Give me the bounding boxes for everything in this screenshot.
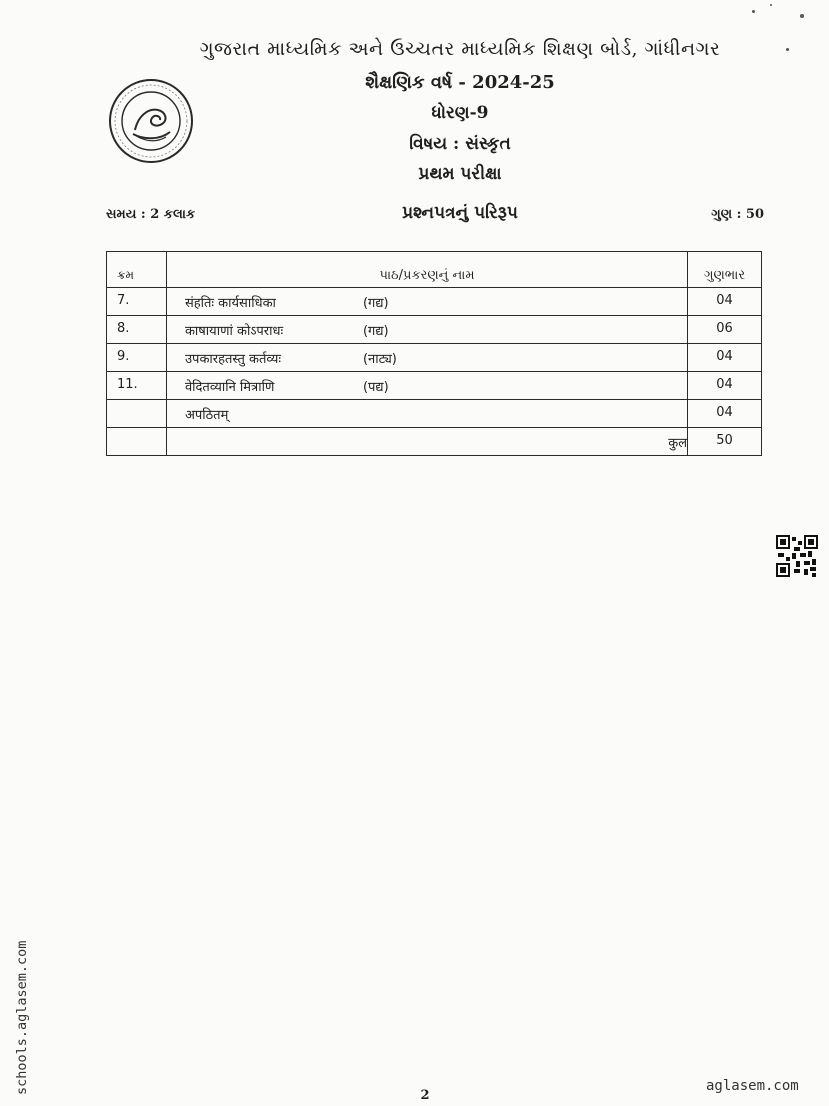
exam-name: પ્રથમ પરીક્ષા [418, 164, 502, 184]
chapter-name: वेदितव्यानि मित्राणि [184, 380, 275, 395]
blueprint-title: પ્રશ્નપત્રનું પરિરૂપ [402, 203, 518, 223]
academic-year: શૈક્ષણિક વર્ષ - 2024-25 [365, 72, 555, 93]
chapter-name: संहतिः कार्यसाधिका [184, 296, 276, 311]
scan-speck [752, 10, 755, 13]
scan-speck [770, 4, 772, 6]
row-chapter [166, 316, 687, 344]
board-title: ગુજરાત માધ્યમિક અને ઉચ્ચતર માધ્યમિક શિક્ષણ બોર્ડ, ગાંધીનગર [199, 38, 721, 60]
chapter-name: अपठितम् [184, 408, 229, 423]
watermark-vertical [10, 905, 32, 1095]
table-row [107, 316, 762, 344]
row-marks: 04 [688, 288, 762, 316]
table-total-row [107, 428, 762, 456]
row-marks: 06 [688, 316, 762, 344]
chapter-name: उपकारहतस्तु कर्तव्यः [184, 352, 282, 367]
row-marks: 04 [688, 344, 762, 372]
watermark-text: schools.aglasem.com [14, 940, 30, 1095]
row-chapter [166, 400, 687, 428]
row-serial [107, 400, 167, 428]
table-header-row [107, 252, 762, 288]
row-serial: 9. [107, 344, 167, 372]
total-label: कुल [166, 428, 687, 456]
table-row [107, 372, 762, 400]
row-serial: 11. [107, 372, 167, 400]
table-row [107, 344, 762, 372]
header-weightage: ગુણભાર [688, 252, 762, 288]
row-chapter [166, 372, 687, 400]
page-number: 2 [420, 1088, 430, 1103]
header-chapter-name: પાઠ/પ્રકરણનું નામ [166, 252, 687, 288]
qr-code-icon [776, 535, 818, 577]
standard: ધોરણ-9 [431, 103, 489, 123]
chapter-type: (नाट्य) [362, 352, 397, 367]
total-value: 50 [688, 428, 762, 456]
row-serial: 8. [107, 316, 167, 344]
row-marks: 04 [688, 400, 762, 428]
chapter-name: काषायाणां कोऽपराधः [184, 324, 284, 339]
chapter-type: (गद्य) [362, 296, 389, 311]
row-chapter [166, 288, 687, 316]
exam-duration: સમય : 2 કલાક [106, 207, 196, 222]
scan-speck [786, 48, 789, 51]
blueprint-table [106, 251, 762, 456]
table-row [107, 288, 762, 316]
total-serial-empty [107, 428, 167, 456]
footer-site: aglasem.com [706, 1078, 799, 1094]
total-marks: ગુણ : 50 [711, 207, 764, 222]
row-chapter [166, 344, 687, 372]
row-serial: 7. [107, 288, 167, 316]
subject: વિષય : સંસ્કૃત [409, 134, 511, 154]
chapter-type: (गद्य) [362, 324, 389, 339]
scan-speck [800, 14, 804, 18]
table-row [107, 400, 762, 428]
row-marks: 04 [688, 372, 762, 400]
board-seal-icon [108, 78, 194, 164]
chapter-type: (पद्य) [362, 380, 389, 395]
header-serial: ક્રમ [107, 252, 167, 288]
